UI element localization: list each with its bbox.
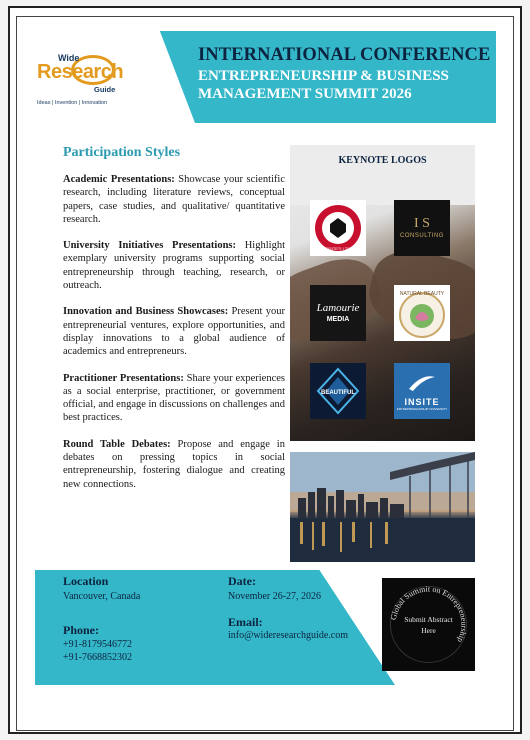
vancouver-skyline-photo	[290, 452, 475, 562]
style-innovation	[63, 305, 285, 358]
is-logo-letters: I S	[414, 215, 430, 231]
natural-beauty-text: NATURAL BEAUTY	[399, 291, 445, 297]
subtitle-line-2: MANAGEMENT SUMMIT 2026	[198, 86, 412, 102]
keynote-logos-title: KEYNOTE LOGOS	[338, 155, 427, 166]
natural-beauty-badge-icon	[395, 286, 449, 340]
style-heading: Innovation and Business Showcases:	[63, 306, 229, 318]
style-university	[63, 239, 285, 292]
insite-mark	[397, 371, 448, 411]
logo-lamourie-media[interactable]	[310, 285, 366, 341]
email-label: Email:	[228, 615, 263, 629]
style-text: Propose and engage in debates on pressing topics in social entrepreneurship, fostering dialogue and creating new connections.	[63, 438, 285, 490]
style-text: Showcase your scientific research, including literature reviews, conceptual papers, case studies, and qualitative/ quantitative research.	[63, 174, 285, 225]
logo-tagline: Ideas | Invention | Innovation	[37, 100, 108, 106]
logo-insite[interactable]	[394, 363, 450, 419]
submit-abstract-label	[382, 614, 475, 636]
submit-line-1: Submit Abstract	[404, 615, 453, 624]
logo-research-text: Research	[37, 61, 124, 83]
style-practitioner	[63, 372, 285, 425]
location-label: Location	[63, 574, 109, 588]
email-link[interactable]: info@wideresearchguide.com	[228, 630, 348, 641]
university-logo-text: UNIVERSITETI I TIRANES	[313, 246, 363, 251]
beautiful-logo-text: BEAUTIFUL	[321, 390, 355, 396]
style-text: Present your entrepreneurial ventures, explore opportunities, and display innovations to a global audience of academics and entrepreneurs.	[63, 306, 285, 358]
style-round-table	[63, 438, 285, 491]
beautiful-diamond-icon	[310, 363, 366, 419]
location-value: Vancouver, Canada	[63, 591, 141, 602]
logo-natural-beauty[interactable]	[394, 285, 450, 341]
insite-logo-sub: ENTREPRENEURSHIP UNIVERSITY	[396, 407, 448, 412]
logo-universiteti-tiranes[interactable]	[310, 200, 366, 256]
wide-research-guide-logo[interactable]	[37, 55, 157, 111]
logo-is-consulting[interactable]	[394, 200, 450, 256]
submit-abstract-button[interactable]	[382, 578, 475, 671]
is-logo-sub: CONSULTING	[400, 233, 444, 240]
style-text: Highlight exemplary university programs supporting social entrepreneurship through teaching, research, or outreach.	[63, 240, 285, 292]
submit-ring-textpath: Global Summit on Entrepreneurship	[388, 584, 469, 644]
style-text: Share your experiences as a social enterprise, practitioner, or government official, and engage in discussions on challenges and best practices.	[63, 372, 285, 424]
submit-line-2: Here	[421, 626, 436, 635]
phone-label: Phone:	[63, 623, 99, 637]
conference-subtitle	[198, 67, 498, 103]
skyline-illustration	[290, 452, 475, 562]
participation-styles-list	[63, 173, 285, 504]
insite-swoosh-icon	[407, 371, 437, 393]
style-heading: Practitioner Presentations:	[63, 372, 184, 384]
phone-number-2[interactable]: +91-7668852302	[63, 652, 132, 663]
conference-title: INTERNATIONAL CONFERENCE	[198, 45, 491, 65]
date-value: November 26-27, 2026	[228, 591, 322, 602]
phone-number-1[interactable]: +91-8179546772	[63, 639, 132, 650]
style-heading: Round Table Debates:	[63, 438, 171, 450]
logo-wide-text: Wide	[58, 53, 80, 63]
university-seal-icon	[312, 202, 364, 254]
logo-beautiful[interactable]	[310, 363, 366, 419]
is-consulting-mark	[400, 217, 444, 240]
keynote-panel-top	[290, 145, 475, 205]
insite-logo-name: INSITE	[404, 396, 440, 407]
subtitle-line-1: ENTREPRENEURSHIP & BUSINESS	[198, 68, 449, 84]
lamourie-logo-sub: MEDIA	[326, 316, 350, 324]
logo-guide-text: Guide	[94, 85, 116, 94]
style-academic	[63, 173, 285, 226]
lamourie-logo-name: Lamourie	[316, 301, 360, 314]
date-label: Date:	[228, 574, 256, 588]
style-heading: Academic Presentations:	[63, 174, 175, 185]
participation-styles-heading: Participation Styles	[63, 145, 181, 160]
lamourie-mark	[317, 303, 360, 324]
keynote-logos-panel	[290, 145, 475, 441]
style-heading: University Initiatives Presentations:	[63, 240, 236, 252]
